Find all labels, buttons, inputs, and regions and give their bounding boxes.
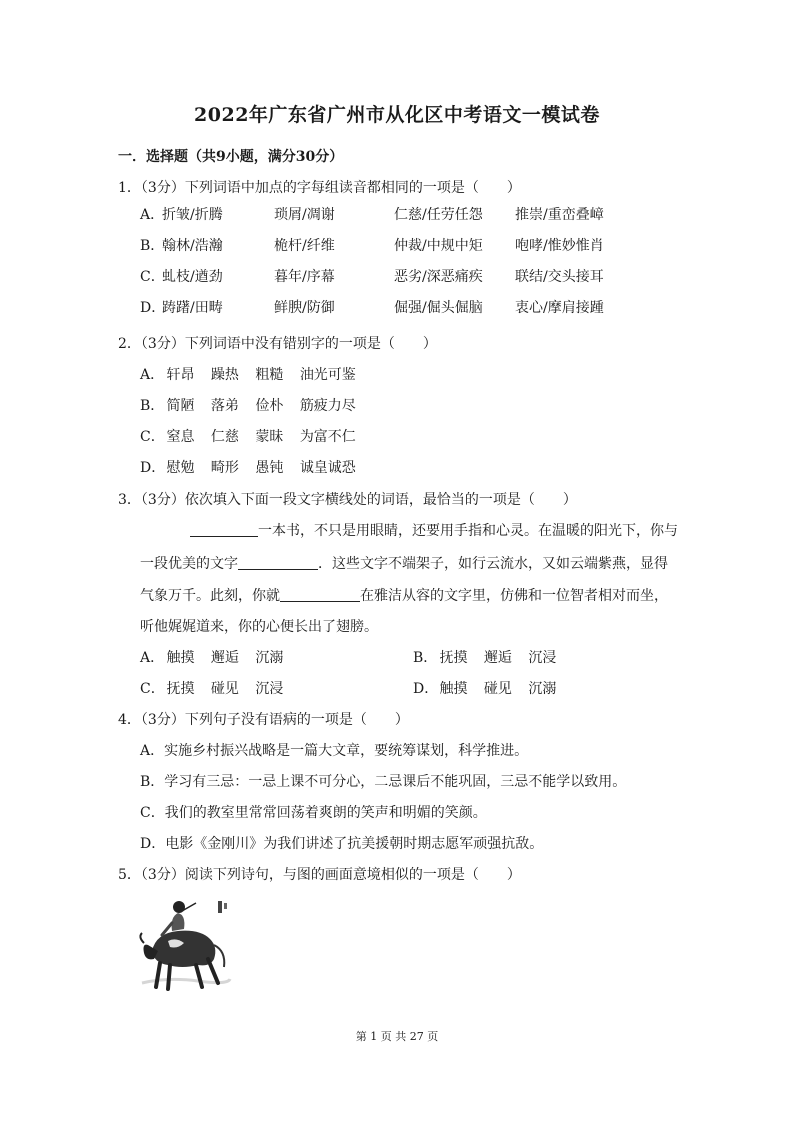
q3-option-b[interactable] <box>413 647 568 667</box>
option-text: 我们的教室里常常回荡着爽朗的笑声和明媚的笑颜。 <box>164 805 487 821</box>
option-label: D． <box>413 681 439 697</box>
option-label: B． <box>413 650 438 666</box>
q1b-item-4: 咆哮/惟妙惟肖 <box>515 238 604 254</box>
q3-option-d[interactable] <box>413 678 568 698</box>
question-5-stem: 5．（3分）阅读下列诗句，与图的画面意境相似的一项是（ ） <box>118 867 521 883</box>
q4-option-c[interactable] <box>140 802 487 822</box>
q3d-word-1: 触摸 <box>439 681 468 697</box>
q1b-item-1: 翰林/浩瀚 <box>162 238 223 254</box>
q1b-item-3: 仲裁/中规中矩 <box>394 238 483 254</box>
question-4-stem: 4．（3分）下列句子没有语病的一项是（ ） <box>118 712 409 728</box>
q2a-word-1: 轩昂 <box>166 367 195 383</box>
option-label: B． <box>140 398 165 414</box>
ink-painting-illustration <box>138 893 234 997</box>
q2-option-c[interactable] <box>140 426 368 446</box>
q2-option-d[interactable] <box>140 457 368 477</box>
q2-option-a[interactable] <box>140 364 368 384</box>
page-title: 2022年广东省广州市从化区中考语文一模试卷 <box>194 104 600 126</box>
q2d-word-3: 愚钝 <box>255 460 284 476</box>
q3-option-c[interactable] <box>140 678 295 698</box>
q3b-word-3: 沉浸 <box>528 650 557 666</box>
q4-option-d[interactable] <box>140 833 543 853</box>
option-label: C． <box>140 429 165 445</box>
q1-option-d[interactable] <box>140 297 625 317</box>
q2c-word-4: 为富不仁 <box>299 429 356 445</box>
question-3-stem: 3．（3分）依次填入下面一段文字横线处的词语，最恰当的一项是（ ） <box>118 492 577 508</box>
q1d-item-4: 衷心/摩肩接踵 <box>515 300 604 316</box>
section-heading: 一．选择题（共9小题，满分30分） <box>118 149 344 165</box>
option-label: B． <box>140 774 165 790</box>
passage-text: ．这些文字不端架子，如行云流水，又如云端紫燕，显得 <box>318 556 668 572</box>
q3a-word-3: 沉溺 <box>255 650 284 666</box>
option-text: 学习有三忌：一忌上课不可分心，二忌课后不能巩固，三忌不能学以致用。 <box>164 774 627 790</box>
option-label: A． <box>140 650 165 666</box>
question-2-stem: 2．（3分）下列词语中没有错别字的一项是（ ） <box>118 336 437 352</box>
q2a-word-2: 躁热 <box>210 367 239 383</box>
option-label: D． <box>140 836 166 852</box>
q2b-word-1: 简陋 <box>166 398 195 414</box>
q3c-word-3: 沉浸 <box>255 681 284 697</box>
q1d-item-2: 鲜腴/防御 <box>274 300 335 316</box>
blank-1 <box>190 522 258 537</box>
q2a-word-4: 油光可鉴 <box>299 367 356 383</box>
option-label: C． <box>140 681 165 697</box>
option-label: B． <box>140 238 165 254</box>
blank-2 <box>238 555 318 570</box>
question-1-stem: 1．（3分）下列词语中加点的字每组读音都相同的一项是（ ） <box>118 180 521 196</box>
q2b-word-2: 落弟 <box>210 398 239 414</box>
q3-option-a[interactable] <box>140 647 295 667</box>
option-label: D． <box>140 460 166 476</box>
q3b-word-2: 邂逅 <box>483 650 512 666</box>
q2c-word-2: 仁慈 <box>210 429 239 445</box>
option-label: C． <box>140 269 165 285</box>
q2-option-b[interactable] <box>140 395 368 415</box>
herd-boy-on-ox-painting <box>138 893 234 997</box>
q1a-item-2: 琐屑/凋谢 <box>274 207 335 223</box>
q3d-word-2: 碰见 <box>483 681 512 697</box>
q1c-item-3: 恶劣/深恶痛疾 <box>394 269 483 285</box>
q3b-word-1: 抚摸 <box>439 650 468 666</box>
q2b-word-3: 俭朴 <box>255 398 284 414</box>
q3-passage-line-1 <box>190 520 678 540</box>
q4-option-a[interactable] <box>140 740 528 760</box>
q3d-word-3: 沉溺 <box>528 681 557 697</box>
q3c-word-1: 抚摸 <box>166 681 195 697</box>
q1-option-a[interactable] <box>140 204 625 224</box>
q3a-word-1: 触摸 <box>166 650 195 666</box>
option-text: 实施乡村振兴战略是一篇大文章，要统筹谋划，科学推进。 <box>164 743 529 759</box>
q3-passage-line-4: 听他娓娓道来，你的心便长出了翅膀。 <box>140 619 378 635</box>
page-footer: 第 1 页 共 27 页 <box>355 1030 439 1043</box>
q2b-word-4: 筋疲力尽 <box>299 398 356 414</box>
q1c-item-4: 联结/交头接耳 <box>515 269 604 285</box>
q1c-item-1: 虬枝/遒劲 <box>162 269 223 285</box>
option-label: C． <box>140 805 165 821</box>
q1c-item-2: 暮年/序幕 <box>274 269 335 285</box>
option-text: 电影《金刚川》为我们讲述了抗美援朝时期志愿军顽强抗敌。 <box>165 836 544 852</box>
q1b-item-2: 桅杆/纤维 <box>274 238 335 254</box>
passage-text: 在雅洁从容的文字里，仿佛和一位智者相对而坐， <box>360 588 668 604</box>
q1a-item-4: 推崇/重峦叠嶂 <box>515 207 604 223</box>
q3c-word-2: 碰见 <box>210 681 239 697</box>
passage-text: 一本书，不只是用眼睛，还要用手指和心灵。在温暖的阳光下，你与 <box>258 523 678 539</box>
q2d-word-1: 慰勉 <box>166 460 195 476</box>
q1a-item-1: 折皱/折腾 <box>162 207 223 223</box>
q2c-word-1: 窒息 <box>166 429 195 445</box>
q1d-item-3: 倔强/倔头倔脑 <box>394 300 483 316</box>
passage-text: 一段优美的文字 <box>140 556 238 572</box>
q1-option-c[interactable] <box>140 266 625 286</box>
q2a-word-3: 粗糙 <box>255 367 284 383</box>
q4-option-b[interactable] <box>140 771 626 791</box>
option-label: A． <box>140 367 165 383</box>
option-label: D． <box>140 300 166 316</box>
q3a-word-2: 邂逅 <box>210 650 239 666</box>
q2c-word-3: 蒙昧 <box>255 429 284 445</box>
q2d-word-2: 畸形 <box>210 460 239 476</box>
q1d-item-1: 踌躇/田畴 <box>162 300 223 316</box>
q3-passage-line-3 <box>140 585 668 605</box>
q1a-item-3: 仁慈/任劳任怨 <box>394 207 483 223</box>
passage-text: 气象万千。此刻，你就 <box>140 588 280 604</box>
option-label: A． <box>140 207 165 223</box>
q3-passage-line-2 <box>140 553 668 573</box>
q1-option-b[interactable] <box>140 235 625 255</box>
blank-3 <box>280 587 360 602</box>
q2d-word-4: 诚皇诚恐 <box>299 460 356 476</box>
option-label: A． <box>140 743 165 759</box>
